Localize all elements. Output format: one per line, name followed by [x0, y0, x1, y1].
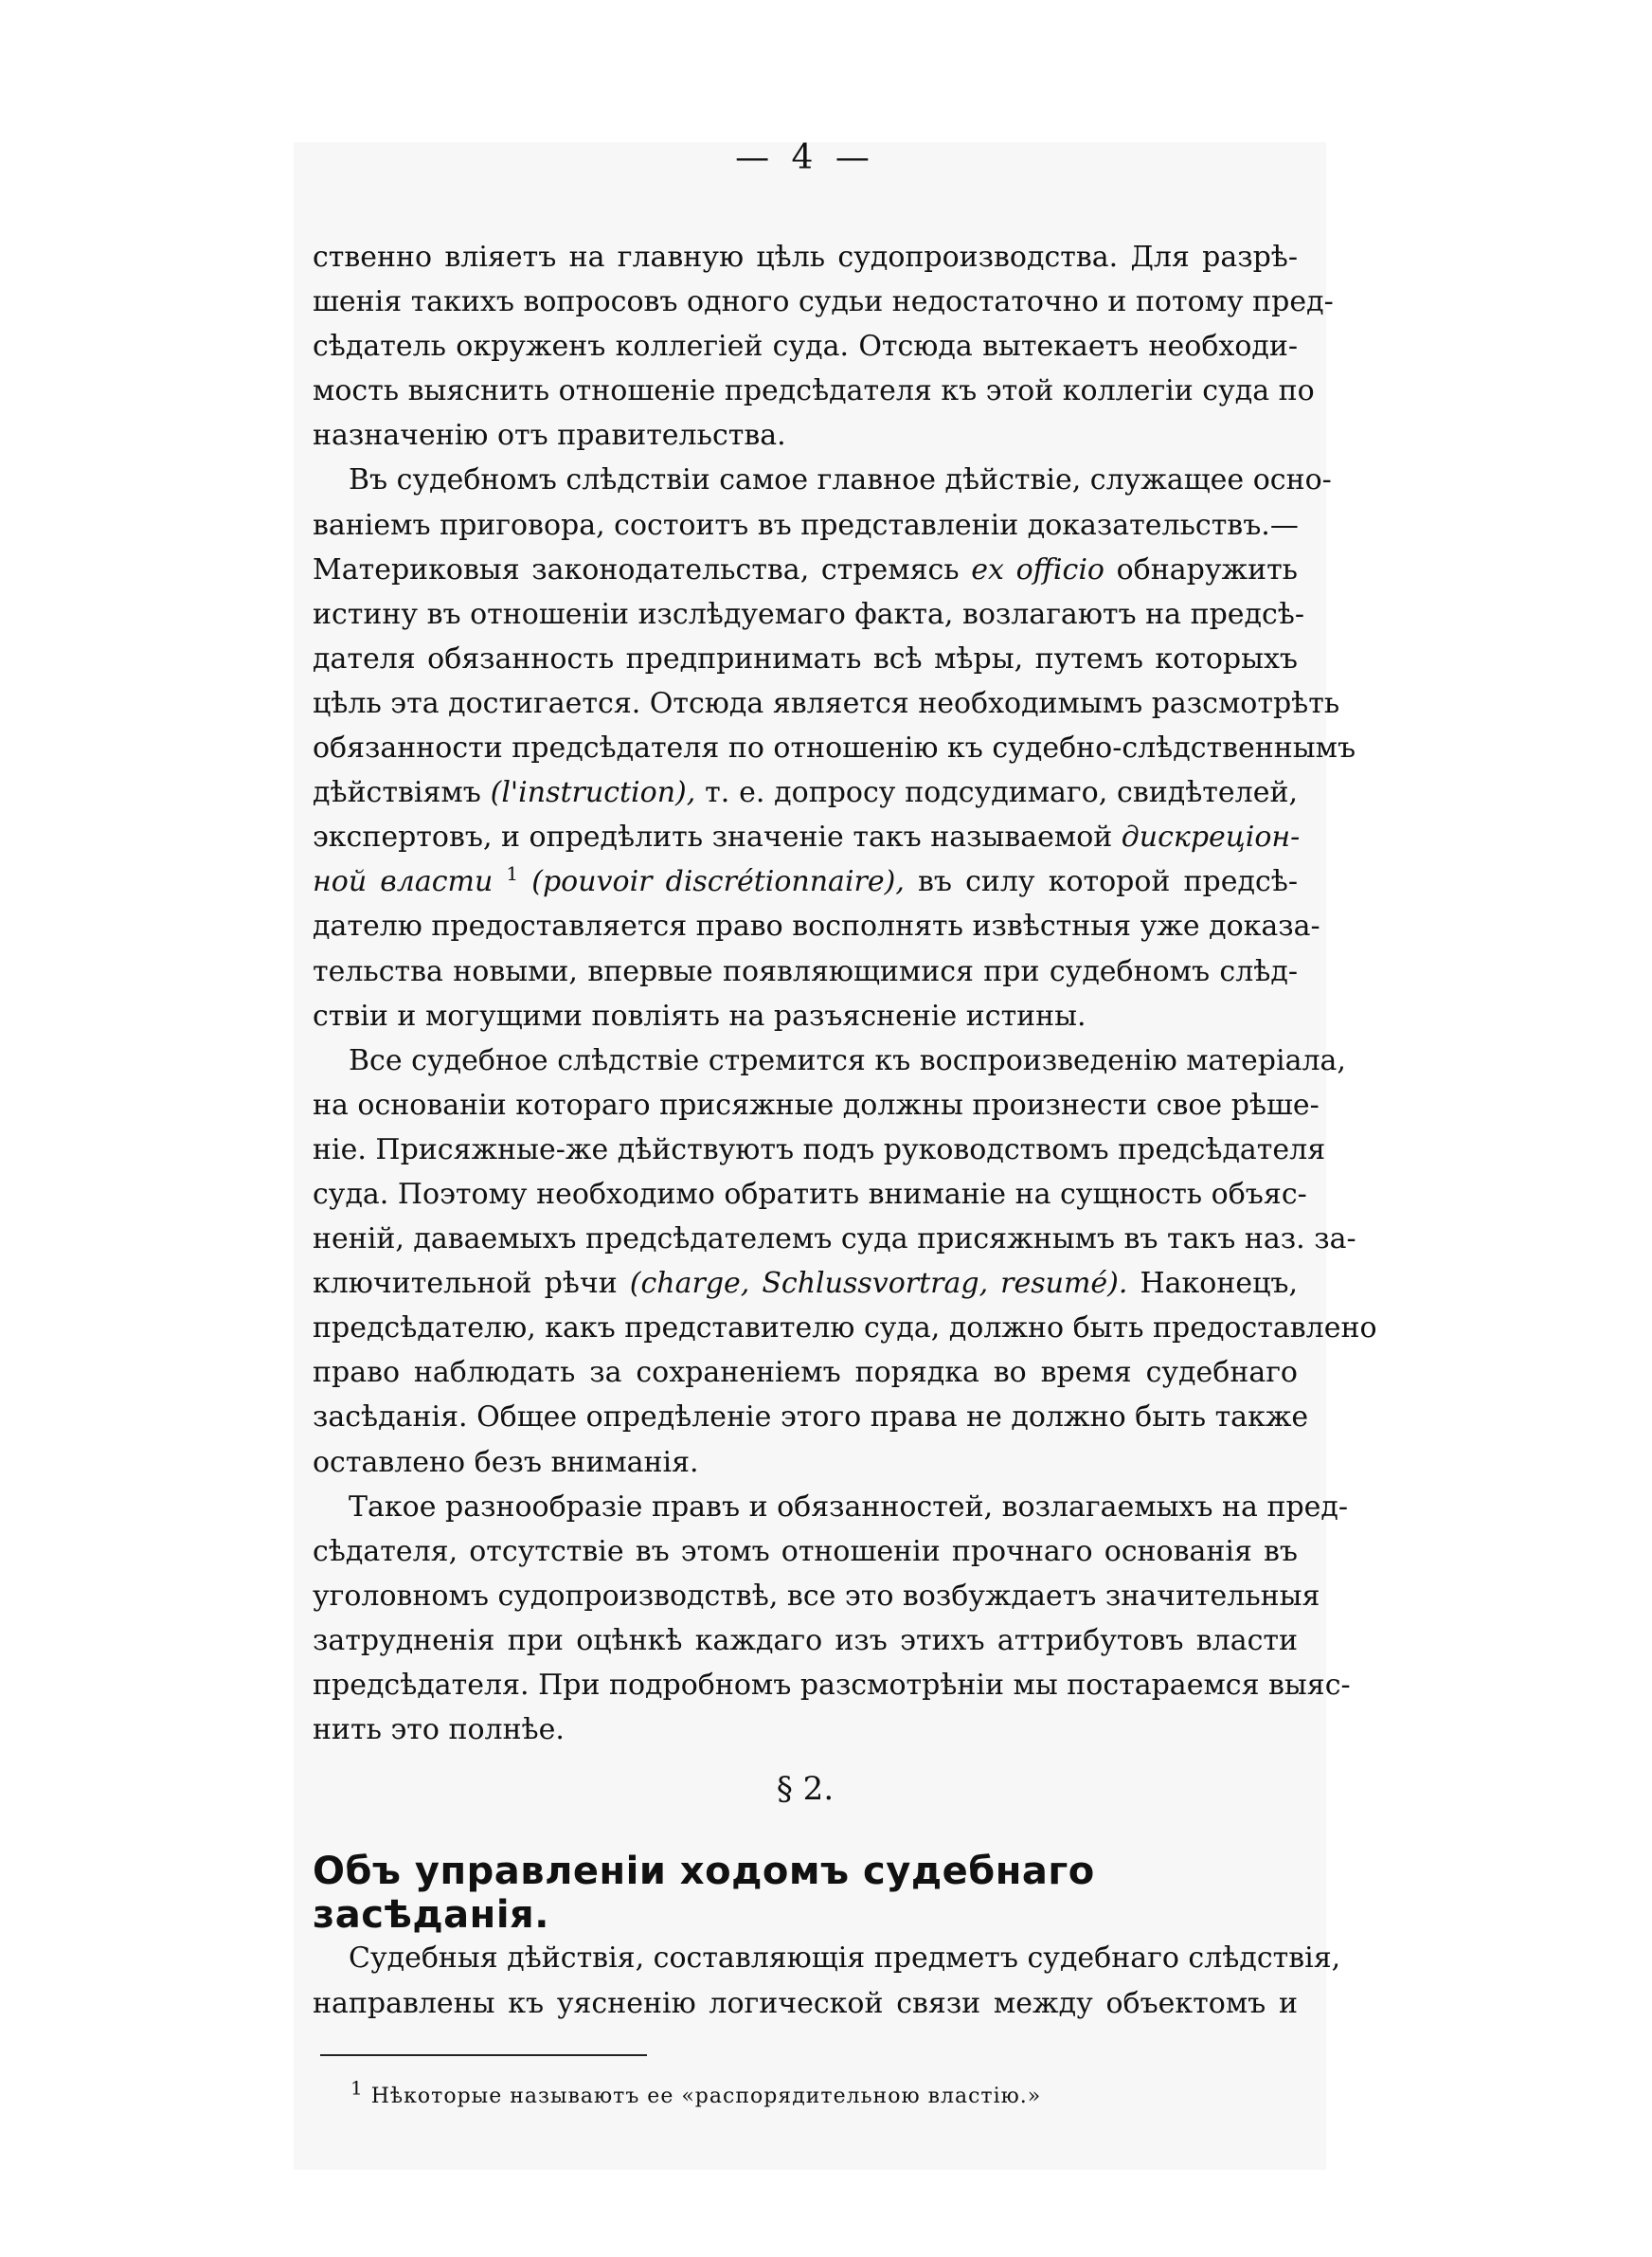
italic-term: ной власти — [313, 865, 494, 899]
text-line: направлены къ уясненiю логической связи между объектомъ и — [313, 1987, 1298, 2020]
text-line: ственно влiяетъ на главную цѣль судопроизводства. Для разрѣ- — [313, 241, 1298, 274]
text-line: обязанности предсѣдателя по отношенiю къ судебно-слѣдственнымъ — [313, 731, 1356, 766]
text-line: на основанiи котораго присяжные должны произнести свое рѣше- — [313, 1088, 1320, 1122]
paragraph-4 — [313, 1485, 1351, 1753]
text-segment: Наконецъ, — [1127, 1267, 1298, 1301]
text-line: Все судебное слѣдствiе стремится къ воспроизведенiю матерiала, — [349, 1043, 1346, 1077]
text-line: сѣдатель окруженъ коллегiей суда. Отсюда вытекаетъ необходи- — [313, 330, 1298, 364]
text-line: ствiи и могущими повлiять на разъясненiе истины. — [313, 999, 1086, 1033]
text-segment: т. е. допросу подсудимаго, свидѣтелей, — [695, 776, 1299, 810]
text-line: нiе. Присяжные-же дѣйствуютъ подъ руководствомъ предсѣдателя — [313, 1132, 1326, 1166]
text-line: Судебныя дѣйствiя, составляющiя предметъ судебнаго слѣдствiя, — [349, 1941, 1341, 1975]
text-line: тельства новыми, впервые появляющимися при судебномъ слѣд- — [313, 954, 1298, 988]
text-line: Такое разнообразiе правъ и обязанностей, возлагаемыхъ на пред- — [349, 1490, 1349, 1524]
text-segment: дѣйствiямъ — [313, 776, 491, 810]
text-line: истину въ отношенiи изслѣдуемаго факта, возлагаютъ на предсѣ- — [313, 597, 1305, 631]
text-line: ненiй, даваемыхъ предсѣдателемъ суда присяжнымъ въ такъ наз. за- — [313, 1222, 1356, 1256]
text-line: шенiя такихъ вопросовъ одного судьи недостаточно и потому пред- — [313, 285, 1334, 319]
text-line: засѣданiя. Общее опредѣленiе этого права не должно быть также — [313, 1400, 1309, 1435]
footnote — [350, 2076, 1042, 2108]
latin-phrase: ex officio — [971, 552, 1104, 587]
text-line — [313, 859, 1298, 904]
section-mark: § 2. — [776, 1770, 835, 1808]
text-segment: Материковыя законодательства, стремясь — [313, 552, 972, 587]
text-segment: обнаружить — [1104, 552, 1298, 587]
section-title: Объ управленiи ходомъ судебнаго засѣданiя. — [313, 1850, 1095, 1937]
text-line: право наблюдать за сохраненiемъ порядка во время судебнаго — [313, 1356, 1298, 1390]
footnote-reference: 1 — [506, 862, 519, 886]
page-number: — 4 — — [735, 138, 875, 177]
text-line: цѣль эта достигается. Отсюда является необходимымъ разсмотрѣть — [313, 686, 1340, 720]
text-line: предсѣдателя. При подробномъ разсмотрѣнiи мы постараемся выяс- — [313, 1669, 1351, 1702]
paragraph-2 — [313, 458, 1356, 1038]
footnote-text: Нѣкоторые называютъ ее «распорядительною властiю.» — [370, 2085, 1042, 2108]
italic-term: дискрецiон- — [1121, 821, 1301, 855]
text-segment: экспертовъ, и опредѣлить значенiе такъ называемой — [313, 821, 1122, 855]
text-line: дателя обязанность предпринимать всѣ мѣры, путемъ которыхъ — [313, 641, 1298, 676]
paragraph-1 — [313, 235, 1334, 458]
paragraph-3 — [313, 1038, 1377, 1485]
text-line: уголовномъ судопроизводствѣ, все это возбуждаетъ значительныя — [313, 1579, 1320, 1613]
text-line: мость выяснить отношенiе предсѣдателя къ этой коллегiи суда по — [313, 374, 1315, 408]
text-line: суда. Поэтому необходимо обратить вниманiе на сущность объяс- — [313, 1177, 1307, 1211]
text-line — [313, 815, 1301, 859]
footnote-marker: 1 — [350, 2076, 364, 2100]
text-line: оставлено безъ вниманiя. — [313, 1445, 699, 1479]
text-line: назначенiю отъ правительства. — [313, 419, 786, 453]
text-line: Въ судебномъ слѣдствiи самое главное дѣйствiе, служащее осно- — [349, 463, 1332, 497]
text-line: нить это полнѣе. — [313, 1713, 565, 1747]
text-line — [313, 770, 1298, 815]
text-line — [313, 548, 1298, 592]
text-line: ванiемъ приговора, состоитъ въ представленiи доказательствъ.— — [313, 508, 1299, 542]
french-phrase: (l'instruction), — [490, 776, 696, 810]
text-line — [313, 1261, 1298, 1306]
footnote-divider — [320, 2054, 647, 2056]
text-line: дателю предоставляется право восполнять извѣстныя уже доказа- — [313, 910, 1320, 944]
body-text — [313, 235, 1377, 1752]
text-segment: ключительной рѣчи — [313, 1267, 630, 1301]
section-paragraph — [313, 1936, 1341, 2027]
text-segment: въ силу которой предсѣ- — [904, 865, 1298, 899]
french-phrase: (pouvoir discrétionnaire), — [531, 865, 905, 899]
text-line: затрудненiя при оцѣнкѣ каждаго изъ этихъ аттрибутовъ власти — [313, 1623, 1298, 1657]
text-line: сѣдателя, отсутствiе въ этомъ отношенiи прочнаго основанiя въ — [313, 1534, 1298, 1568]
text-line: предсѣдателю, какъ представителю суда, должно быть предоставлено — [313, 1311, 1377, 1345]
foreign-terms: (charge, Schlussvortrag, resumé). — [629, 1267, 1128, 1301]
